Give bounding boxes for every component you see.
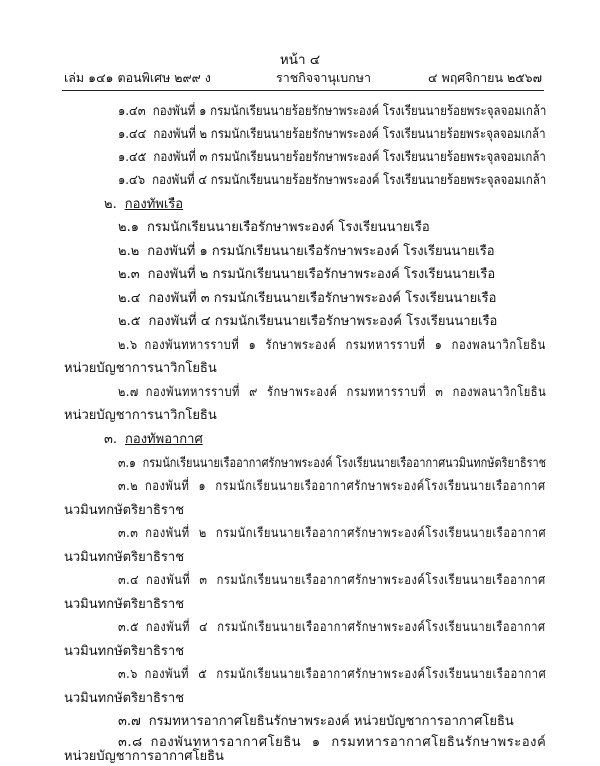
list-item-continuation: หน่วยบัญชาการอากาศโยธิน [64,749,224,764]
header-divider [62,90,544,91]
list-item-continuation: หน่วยบัญชาการนาวิกโยธิน [64,361,217,376]
list-item: ๑.๔๔ กองพันที่ ๒ กรมนักเรียนนายร้อยรักษาพระองค์ โรงเรียนนายร้อยพระจุลจอมเกล้า [118,127,546,142]
list-item-continuation: นวมินทกษัตริยาธิราช [64,550,185,565]
page-number: หน้า ๔ [279,52,321,68]
list-item: ๑.๔๖ กองพันที่ ๔ กรมนักเรียนนายร้อยรักษาพระองค์ โรงเรียนนายร้อยพระจุลจอมเกล้า [118,173,547,188]
list-item: ๒.๒ กองพันที่ ๑ กรมนักเรียนนายเรือรักษาพระองค์ โรงเรียนนายเรือ [118,244,495,259]
list-item: ๓.๕ กองพันที่ ๔ กรมนักเรียนนายเรืออากาศรักษาพระองค์โรงเรียนนายเรืออากาศ [118,620,546,635]
list-item: ๑.๔๓ กองพันที่ ๑ กรมนักเรียนนายร้อยรักษาพระองค์ โรงเรียนนายร้อยพระจุลจอมเกล้า [118,104,547,119]
list-item: ๓.๘ กองพันทหารอากาศโยธิน ๑ กรมทหารอากาศโยธินรักษาพระองค์ [118,735,547,750]
list-item: ๒.๑ กรมนักเรียนนายเรือรักษาพระองค์ โรงเรียนนายเรือ [118,220,430,235]
list-item: ๓.๒ กองพันที่ ๑ กรมนักเรียนนายเรืออากาศรักษาพระองค์โรงเรียนนายเรืออากาศ [118,479,546,494]
list-item: ๓.๗ กรมทหารอากาศโยธินรักษาพระองค์ หน่วยบัญชาการอากาศโยธิน [118,714,514,729]
list-item-continuation: นวมินทกษัตริยาธิราช [64,503,185,518]
section-heading: ๓. กองทัพอากาศ [104,432,203,447]
list-item: ๒.๖ กองพันทหารราบที่ ๑ รักษาพระองค์ กรมทหารราบที่ ๑ กองพลนาวิกโยธิน [118,338,546,353]
list-item-continuation: หน่วยบัญชาการนาวิกโยธิน [64,408,217,423]
gazette-title: ราชกิจจานุเบกษา [276,70,372,85]
list-item-continuation: นวมินทกษัตริยาธิราช [64,644,185,659]
list-item: ๓.๑ กรมนักเรียนนายเรืออากาศรักษาพระองค์ โรงเรียนนายเรืออากาศนวมินทกษัตริยาธิราช [118,456,547,471]
list-item: ๓.๔ กองพันที่ ๓ กรมนักเรียนนายเรืออากาศรักษาพระองค์โรงเรียนนายเรืออากาศ [118,573,546,588]
list-item: ๓.๓ กองพันที่ ๒ กรมนักเรียนนายเรืออากาศรักษาพระองค์โรงเรียนนายเรืออากาศ [118,526,547,541]
list-item: ๒.๓ กองพันที่ ๒ กรมนักเรียนนายเรือรักษาพระองค์ โรงเรียนนายเรือ [118,267,496,282]
section-heading: ๒. กองทัพเรือ [104,197,184,212]
list-item: ๒.๔ กองพันที่ ๓ กรมนักเรียนนายเรือรักษาพระองค์ โรงเรียนนายเรือ [118,291,497,306]
list-item: ๑.๔๕ กองพันที่ ๓ กรมนักเรียนนายร้อยรักษาพระองค์ โรงเรียนนายร้อยพระจุลจอมเกล้า [118,150,546,165]
volume-issue: เล่ม ๑๔๑ ตอนพิเศษ ๒๙๙ ง [64,70,211,85]
list-item: ๓.๖ กองพันที่ ๕ กรมนักเรียนนายเรืออากาศรักษาพระองค์โรงเรียนนายเรืออากาศ [118,667,547,682]
list-item-continuation: นวมินทกษัตริยาธิราช [64,691,185,706]
gazette-header [64,68,542,88]
publication-date: ๔ พฤศจิกายน ๒๕๖๗ [428,70,542,85]
list-item-continuation: นวมินทกษัตริยาธิราช [64,597,185,612]
list-item: ๒.๗ กองพันทหารราบที่ ๙ รักษาพระองค์ กรมทหารราบที่ ๓ กองพลนาวิกโยธิน [118,385,547,400]
list-item: ๒.๕ กองพันที่ ๔ กรมนักเรียนนายเรือรักษาพระองค์ โรงเรียนนายเรือ [118,314,498,329]
